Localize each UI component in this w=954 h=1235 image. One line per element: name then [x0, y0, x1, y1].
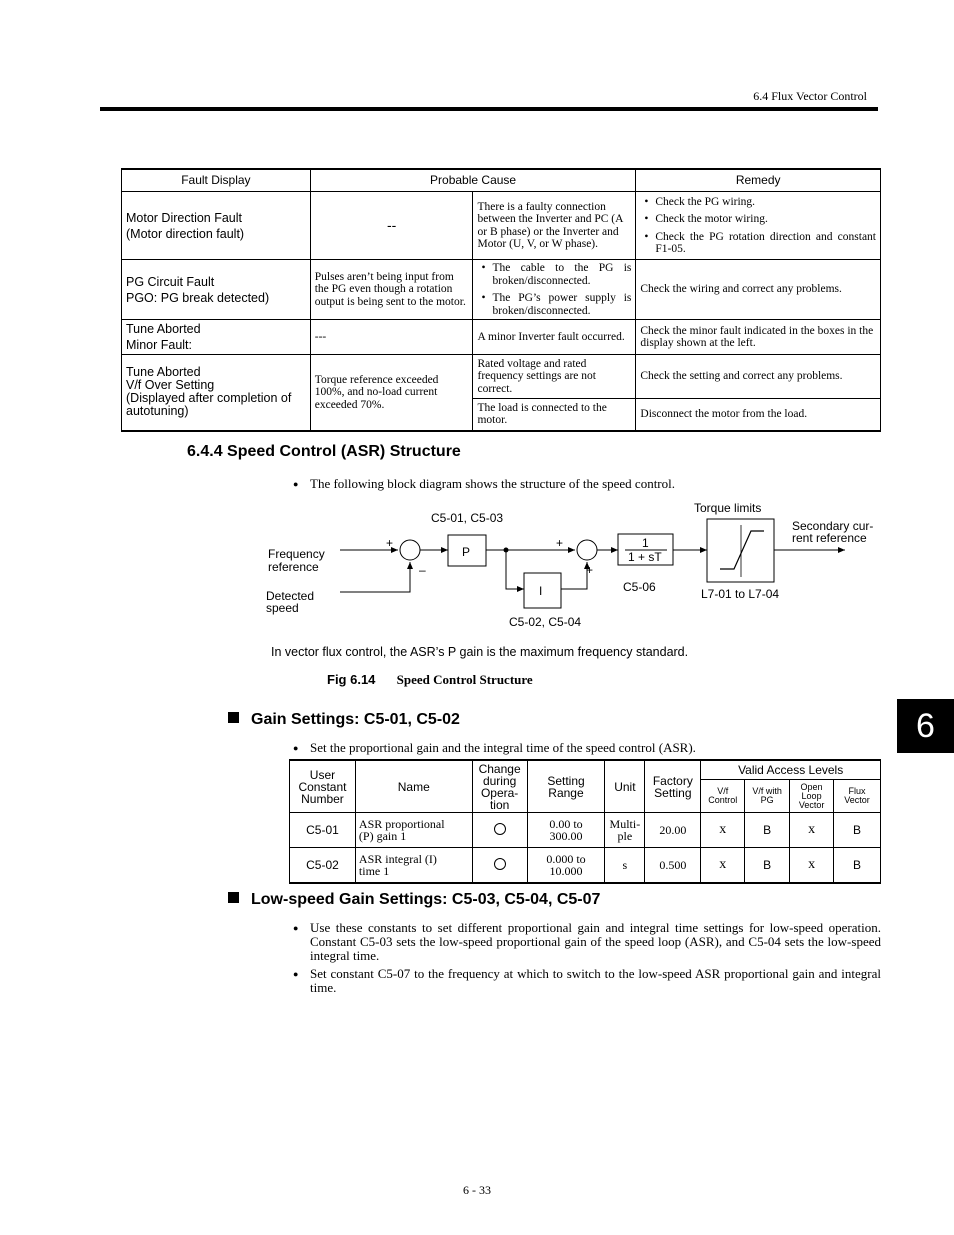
detected-speed-label: speed	[266, 601, 299, 615]
fault-display-line: Minor Fault:	[126, 338, 192, 352]
table-row	[122, 260, 881, 320]
change-during-operation-cell	[472, 848, 527, 884]
bullet-paragraph	[293, 921, 881, 963]
output-label-line: rent reference	[792, 531, 867, 545]
header-line: tion	[489, 797, 510, 812]
range-line: 0.00 to	[549, 817, 583, 831]
unit-line: ple	[617, 829, 633, 843]
header-line: during	[482, 773, 517, 788]
fault-display-line: V/f Over Setting	[126, 378, 215, 393]
col-flux-vector	[834, 780, 881, 813]
list-item: • Check the PG wiring.	[640, 196, 876, 209]
cause-cell: A minor Inverter fault occurred.	[473, 320, 636, 355]
summing-junction-2	[577, 540, 597, 560]
unit-line: Multi-	[609, 817, 641, 831]
bullet-paragraph	[293, 967, 881, 995]
access-level-cell: x	[790, 848, 834, 884]
fault-display-line: (Motor direction fault)	[126, 226, 245, 241]
output-label-line: Secondary cur-	[792, 519, 874, 533]
fault-display-cell	[122, 192, 311, 260]
remedy-cell: Disconnect the motor from the load.	[636, 399, 881, 431]
unit-cell	[605, 813, 645, 848]
header-line: Setting	[547, 773, 585, 788]
col-remedy: Remedy	[636, 169, 881, 192]
cause-cell: Pulses aren’t being input from the PG even though a rotation output is being sent to the motor.	[310, 260, 473, 320]
list-item: • The cable to the PG is broken/disconnected.	[477, 262, 631, 287]
change-during-operation-cell	[472, 813, 527, 848]
fault-display-cell	[122, 260, 311, 320]
header-line: Loop	[801, 790, 822, 801]
figure-number: Fig 6.14	[327, 672, 376, 687]
header-line: User	[309, 767, 336, 782]
gain-settings-heading	[228, 711, 460, 729]
cause-cell: ---	[310, 320, 473, 355]
header-line: Number	[301, 791, 344, 806]
p-constants-label: C5-01, C5-03	[431, 511, 504, 525]
factory-setting-cell: 20.00	[645, 813, 701, 848]
fault-display-line: Motor Direction Fault	[126, 210, 243, 225]
header-line: Factory	[652, 773, 693, 788]
remedy-cell	[636, 192, 881, 260]
bullet-text: Use these constants to set different proportional gain and integral time settings for low-speed operation. Constant C5-03 sets the low-speed proportional gain of the speed loop (ASR), and C5-04 sets the low-speed integral time.	[310, 920, 881, 963]
setting-range-cell	[527, 848, 605, 884]
signal-line	[561, 562, 587, 589]
col-change-during-operation	[472, 760, 527, 813]
header-line: Flux	[848, 786, 866, 796]
section-heading-644: 6.4.4 Speed Control (ASR) Structure	[187, 443, 461, 460]
bullet-dot: ●	[293, 479, 299, 489]
heading-square-icon	[228, 712, 239, 723]
cause-cell: --	[310, 192, 473, 260]
table-row	[122, 355, 881, 399]
bullet-dot: ●	[293, 743, 299, 753]
fault-table	[121, 168, 881, 432]
header-line: Setting	[654, 785, 692, 800]
table-row	[122, 320, 881, 355]
header-line: Open	[800, 781, 823, 792]
circle-icon	[494, 858, 506, 870]
constant-name-cell	[355, 848, 472, 884]
torque-limits-label: Torque limits	[694, 501, 762, 515]
frequency-reference-label: reference	[268, 560, 319, 574]
p-block-label: P	[462, 545, 471, 559]
header-rule	[100, 107, 878, 111]
col-name: Name	[355, 760, 472, 813]
figure-caption	[327, 672, 533, 688]
chapter-tab: 6	[897, 699, 954, 753]
filter-numerator: 1	[642, 536, 649, 550]
access-level-cell: B	[745, 848, 790, 884]
cause-cell: There is a faulty connection between the Inverter and PC (A or B phase) or the Inverter and Motor (U, V, or W phase).	[473, 192, 636, 260]
bullet-text: Set constant C5-07 to the frequency at which to switch to the low-speed ASR proportional gain and integral time.	[310, 966, 881, 995]
filter-denominator: 1 + sT	[628, 550, 662, 564]
fault-display-cell	[122, 320, 311, 355]
col-open-loop-vector	[790, 780, 834, 813]
list-item: • Check the motor wiring.	[640, 213, 876, 226]
list-item: • The PG’s power supply is broken/disconnected.	[477, 292, 631, 317]
bullet-dot: ●	[293, 969, 299, 979]
lowspeed-heading	[228, 891, 600, 909]
speed-control-block-diagram	[255, 497, 895, 642]
col-fault-display: Fault Display	[122, 169, 311, 192]
col-user-constant	[290, 760, 356, 813]
i-block-label: I	[539, 584, 543, 598]
name-line: ASR integral (I)	[358, 852, 437, 866]
table-row	[290, 813, 881, 848]
col-probable-cause: Probable Cause	[310, 169, 636, 192]
cause-cell: Rated voltage and rated frequency settings are not correct.	[473, 355, 636, 399]
header-line: Vector	[798, 799, 825, 810]
fault-display-cell	[122, 355, 311, 431]
fault-display-line: Tune Aborted	[126, 322, 201, 336]
page-number: 6 - 33	[463, 1183, 491, 1197]
header-line: Control	[708, 795, 738, 805]
access-level-cell: x	[790, 813, 834, 848]
list-item: • Check the PG rotation direction and constant F1-05.	[640, 231, 876, 256]
header-line: Vector	[844, 795, 870, 805]
remedy-cell: Check the minor fault indicated in the boxes in the display shown at the left.	[636, 320, 881, 355]
heading-square-icon	[228, 892, 239, 903]
name-line: ASR proportional	[358, 817, 445, 831]
plus-sign: +	[386, 536, 394, 550]
col-vf-with-pg	[745, 780, 790, 813]
header-section: 6.4 Flux Vector Control	[753, 89, 867, 103]
cause-cell: The load is connected to the motor.	[473, 399, 636, 431]
table-row	[122, 192, 881, 260]
lowspeed-title: Low-speed Gain Settings: C5-03, C5-04, C5-07	[251, 891, 601, 908]
cause-cell: Torque reference exceeded 100%, and no-load current exceeded 70%.	[310, 355, 473, 431]
header-line: PG	[760, 795, 774, 805]
fault-display-line: autotuning)	[126, 404, 189, 419]
access-level-cell: x	[701, 848, 745, 884]
header-line: Constant	[298, 779, 347, 794]
col-valid-access-levels: Valid Access Levels	[701, 760, 881, 780]
signal-line	[506, 550, 524, 589]
cause-cell	[473, 260, 636, 320]
fault-table-header	[122, 169, 881, 192]
gain-settings-title: Gain Settings: C5-01, C5-02	[251, 711, 460, 728]
bullet-text: The following block diagram shows the structure of the speed control.	[310, 476, 675, 491]
fault-display-line: PGO: PG break detected)	[126, 290, 270, 305]
access-level-cell: B	[834, 848, 881, 884]
table-row	[290, 848, 881, 884]
header-line: Change	[478, 761, 521, 776]
bullet-dot: ●	[293, 923, 299, 933]
col-unit: Unit	[605, 760, 645, 813]
filter-constant-label: C5-06	[623, 580, 656, 594]
fault-display-line: PG Circuit Fault	[126, 274, 215, 289]
access-level-cell: x	[701, 813, 745, 848]
remedy-cell: Check the setting and correct any problems.	[636, 355, 881, 399]
constant-name-cell	[355, 813, 472, 848]
header-line: V/f with	[752, 786, 782, 796]
unit-cell: s	[605, 848, 645, 884]
limit-constants-label: L7-01 to L7-04	[701, 587, 780, 601]
i-block	[524, 573, 561, 608]
frequency-reference-label: Frequency	[268, 547, 325, 561]
minus-sign: –	[419, 563, 426, 577]
feedback-line	[340, 562, 410, 592]
header-line: V/f	[717, 786, 729, 796]
header-line: Range	[548, 785, 584, 800]
name-line: (P) gain 1	[358, 829, 407, 843]
gain-table	[289, 759, 881, 884]
range-line: 300.00	[549, 829, 583, 843]
fault-display-line: Tune Aborted	[126, 365, 201, 380]
bullet-text: Set the proportional gain and the integral time of the speed control (ASR).	[310, 740, 696, 755]
figure-title: Speed Control Structure	[396, 672, 533, 687]
range-line: 0.000 to	[546, 852, 586, 866]
torque-limiter-block	[707, 519, 774, 582]
i-constants-label: C5-02, C5-04	[509, 615, 582, 629]
plus-sign: +	[586, 563, 594, 577]
name-line: time 1	[358, 864, 390, 878]
factory-setting-cell: 0.500	[645, 848, 701, 884]
summing-junction-1	[400, 540, 420, 560]
plus-sign: +	[556, 536, 564, 550]
constant-number-cell: C5-01	[290, 813, 356, 848]
header-line: Opera-	[480, 785, 519, 800]
gain-table-header	[290, 760, 881, 780]
access-level-cell: B	[834, 813, 881, 848]
diagram-note: In vector flux control, the ASR’s P gain is the maximum frequency standard.	[271, 645, 689, 659]
col-vf-control	[701, 780, 745, 813]
access-level-cell: B	[745, 813, 790, 848]
detected-speed-label: Detected	[266, 589, 315, 603]
constant-number-cell: C5-02	[290, 848, 356, 884]
circle-icon	[494, 823, 506, 835]
fault-display-line: (Displayed after completion of	[126, 391, 292, 406]
range-line: 10.000	[549, 864, 583, 878]
remedy-cell: Check the wiring and correct any problems.	[636, 260, 881, 320]
bullet-paragraph	[293, 477, 881, 491]
col-factory-setting	[645, 760, 701, 813]
bullet-paragraph	[293, 741, 881, 755]
setting-range-cell	[527, 813, 605, 848]
col-setting-range	[527, 760, 605, 813]
